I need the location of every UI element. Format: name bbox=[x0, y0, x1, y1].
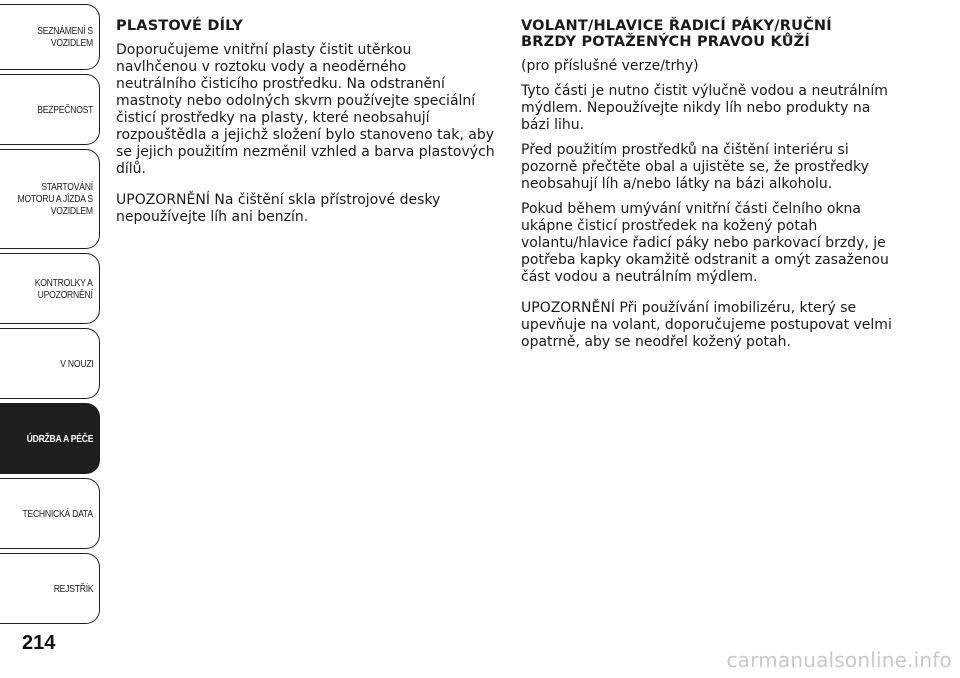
tab-rejstrik[interactable] bbox=[0, 553, 100, 624]
tab-kontrolky[interactable] bbox=[0, 253, 100, 324]
version-note: (pro příslušné verze/trhy) bbox=[521, 58, 699, 74]
paragraph: Před použitím prostředků na čištění interiéru si pozorně přečtěte obal a ujistěte se, že prostředky neobsahují líh a/nebo látky na bázi alkoholu. bbox=[521, 142, 869, 192]
left-column bbox=[116, 18, 500, 234]
tab-v-nouzi[interactable] bbox=[0, 328, 100, 399]
tab-udrzba-a-pece[interactable] bbox=[0, 403, 100, 474]
paragraph: Pokud během umývání vnitřní části čelního okna ukápne čisticí prostředek na kožený potah volantu/hlavice řadicí páky nebo parkovací brzdy, je potřeba kapky okamžitě odstranit a omýt zasaženou část vodou a neutrálním mýdlem. bbox=[521, 201, 889, 285]
section-heading-plastic-parts: PLASTOVÉ DÍLY bbox=[116, 18, 244, 34]
warning-note: UPOZORNĚNÍ Na čištění skla přístrojové desky nepoužívejte líh ani benzín. bbox=[116, 192, 441, 225]
tab-label: V NOUZI bbox=[59, 357, 93, 370]
tab-technicka-data[interactable] bbox=[0, 478, 100, 549]
page-number: 214 bbox=[22, 632, 56, 654]
section-heading-leather-parts: VOLANT/HLAVICE ŘADICÍ PÁKY/RUČNÍ BRZDY POTAŽENÝCH PRAVOU KŮŽÍ bbox=[521, 18, 832, 50]
watermark: carmanualsonline.info bbox=[726, 648, 952, 672]
tab-label: SEZNÁMENÍ S VOZIDLEM bbox=[37, 25, 93, 49]
tab-bezpecnost[interactable] bbox=[0, 74, 100, 145]
tab-label: REJSTŘÍK bbox=[53, 582, 93, 595]
paragraph: Tyto části je nutno čistit výlučně vodou a neutrálním mýdlem. Nepoužívejte nikdy líh nebo produkty na bázi lihu. bbox=[521, 83, 888, 133]
warning-note: UPOZORNĚNÍ Při používání imobilizéru, který se upevňuje na volant, doporučujeme postupovat velmi opatrně, aby se neodřel kožený potah. bbox=[521, 300, 892, 350]
right-column bbox=[521, 18, 901, 359]
tab-label: KONTROLKY A UPOZORNĚNÍ bbox=[35, 276, 93, 301]
tab-label: BEZPEČNOST bbox=[37, 103, 93, 116]
tab-seznameni-s-vozidlem[interactable] bbox=[0, 4, 100, 70]
tab-startovani[interactable] bbox=[0, 149, 100, 249]
tab-label: TECHNICKÁ DATA bbox=[22, 507, 93, 520]
tab-label: STARTOVÁNÍ MOTORU A JÍZDA S VOZIDLEM bbox=[17, 181, 93, 217]
tab-label: ÚDRŽBA A PÉČE bbox=[26, 432, 93, 445]
paragraph: Doporučujeme vnitřní plasty čistit utěrkou navlhčenou v roztoku vody a neoděrného neutrálního čisticího prostředku. Na odstranění mastnoty nebo odolných skvrn používejte speciální čisticí prostředky na plasty, které neobsahují rozpouštědla a jejichž složení bylo stanoveno tak, aby se jejich použitím nezměnil vzhled a barva plastových dílů. bbox=[116, 42, 495, 177]
